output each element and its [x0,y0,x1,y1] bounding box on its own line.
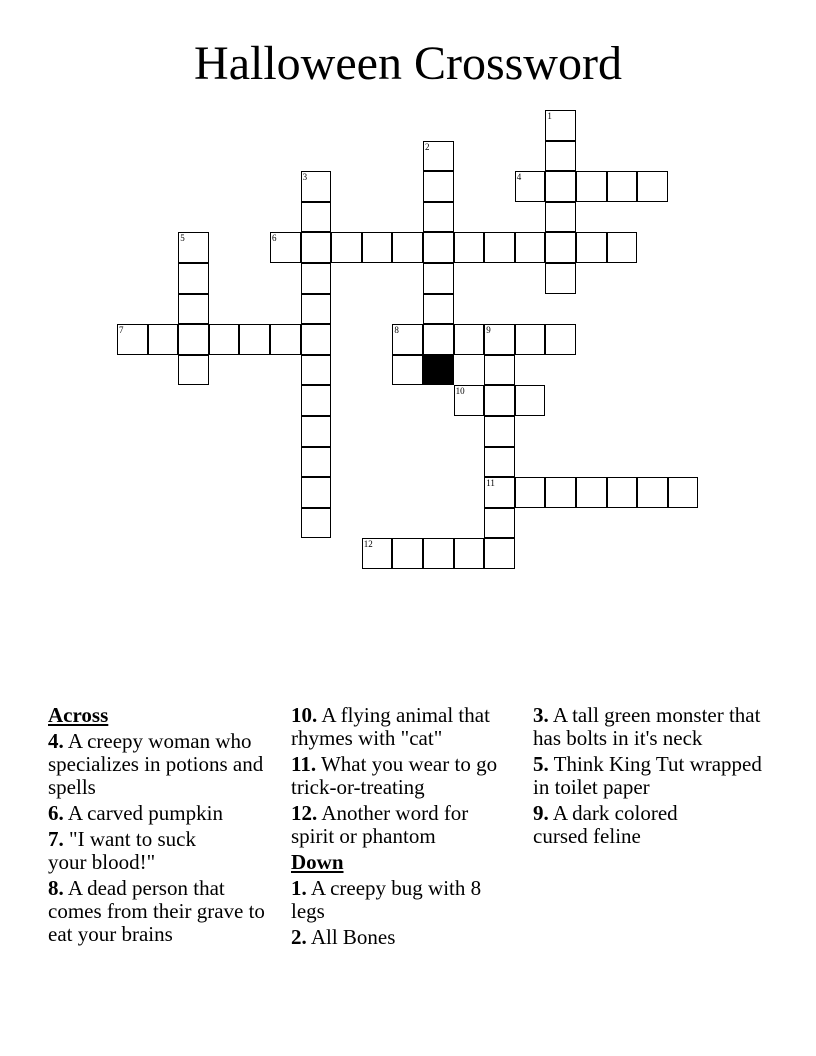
clue-across-12: 12. Another word for spirit or phantom [291,801,469,848]
grid-cell[interactable] [423,324,454,355]
cell-number: 3 [302,172,308,183]
grid-cell[interactable] [576,171,607,202]
cell-number: 1 [547,111,552,121]
grid-cell[interactable] [301,355,332,386]
grid-cell[interactable] [454,232,485,263]
blocked-cell [423,355,454,386]
cell-number: 4 [516,172,522,183]
grid-cell[interactable] [178,263,209,294]
grid-cell[interactable] [301,385,332,416]
grid-cell[interactable] [454,324,485,355]
grid-cell[interactable] [178,294,209,325]
grid-cell[interactable] [178,324,209,355]
grid-cell[interactable] [301,324,332,355]
clues-column-2 [291,704,531,952]
clue-across-7: 7. "I want to suck your blood!" [48,827,196,874]
grid-cell[interactable] [576,232,607,263]
grid-cell[interactable] [637,171,668,202]
grid-cell[interactable] [178,355,209,386]
down-heading: Down [291,850,344,874]
grid-cell[interactable] [545,232,576,263]
cell-number: 7 [119,325,124,336]
clue-down-5: 5. Think King Tut wrapped in toilet paper [533,752,762,799]
clue-across-6: 6. A carved pumpkin [48,801,223,825]
grid-cell[interactable] [270,324,301,355]
clue-across-11: 11. What you wear to go trick-or-treating [291,752,498,799]
cell-number: 2 [425,141,430,152]
clues-column-1 [48,704,288,949]
grid-cell[interactable] [301,232,332,263]
clues-column-3 [533,704,783,851]
grid-cell[interactable] [423,232,454,263]
clue-across-4: 4. A creepy woman who specializes in potions and spells [48,729,264,799]
grid-cell[interactable] [484,508,515,539]
page-title: Halloween Crossword [194,37,622,90]
grid-cell[interactable] [515,385,546,416]
grid-cell[interactable] [117,324,148,355]
grid-cell[interactable] [515,171,546,202]
grid-cell[interactable] [301,508,332,539]
cell-number: 9 [486,325,491,336]
grid-cell[interactable] [209,324,240,355]
grid-cell[interactable] [301,202,332,233]
grid-cell[interactable] [362,232,393,263]
grid-cell[interactable] [668,477,699,508]
grid-cell[interactable] [484,385,515,416]
grid-cell[interactable] [515,232,546,263]
grid-cell[interactable] [423,141,454,172]
clue-down-9: 9. A dark colored cursed feline [533,801,678,848]
grid-cell[interactable] [331,232,362,263]
grid-cell[interactable] [484,538,515,569]
grid-cell[interactable] [392,355,423,386]
grid-cell[interactable] [607,171,638,202]
grid-cell[interactable] [392,538,423,569]
grid-cell[interactable] [484,232,515,263]
grid-cell[interactable] [148,324,179,355]
grid-cell[interactable] [484,416,515,447]
cell-number: 5 [180,233,185,244]
grid-cell[interactable] [607,477,638,508]
grid-cell[interactable] [423,171,454,202]
grid-cell[interactable] [301,477,332,508]
grid-cell[interactable] [301,416,332,447]
grid-cell[interactable] [515,324,546,355]
grid-cell[interactable] [301,294,332,325]
grid-cell[interactable] [607,232,638,263]
cell-number: 8 [394,325,399,336]
grid-cell[interactable] [545,263,576,294]
across-heading: Across [48,703,109,727]
grid-cell[interactable] [484,447,515,478]
grid-cell[interactable] [362,538,393,569]
grid-cell[interactable] [392,324,423,355]
grid-cell[interactable] [545,171,576,202]
grid-cell[interactable] [270,232,301,263]
grid-cell[interactable] [392,232,423,263]
grid-cell[interactable] [545,202,576,233]
grid-cell[interactable] [423,294,454,325]
clue-down-2: 2. All Bones [291,925,396,949]
grid-cell[interactable] [576,477,607,508]
cell-number: 6 [272,233,277,244]
grid-cell[interactable] [545,110,576,141]
grid-cell[interactable] [454,385,485,416]
grid-cell[interactable] [423,538,454,569]
grid-cell[interactable] [545,477,576,508]
grid-cell[interactable] [454,538,485,569]
grid-cell[interactable] [423,263,454,294]
grid-cell[interactable] [545,141,576,172]
grid-cell[interactable] [637,477,668,508]
clue-down-3: 3. A tall green monster that has bolts in it's neck [533,703,761,750]
cell-number: 12 [363,539,373,550]
grid-cell[interactable] [484,324,515,355]
grid-cell[interactable] [301,263,332,294]
clue-down-1: 1. A creepy bug with 8 legs [291,876,482,923]
grid-cell[interactable] [301,171,332,202]
grid-cell[interactable] [239,324,270,355]
grid-cell[interactable] [484,355,515,386]
clue-across-10: 10. A flying animal that rhymes with "cat" [291,703,490,750]
grid-cell[interactable] [545,324,576,355]
grid-cell[interactable] [423,202,454,233]
grid-cell[interactable] [178,232,209,263]
grid-cell[interactable] [484,477,515,508]
cell-number: 10 [455,386,465,397]
clue-across-8: 8. A dead person that comes from their grave to eat your brains [48,876,265,946]
grid-cell[interactable] [515,477,546,508]
grid-cell[interactable] [301,447,332,478]
cell-number: 11 [486,478,495,489]
